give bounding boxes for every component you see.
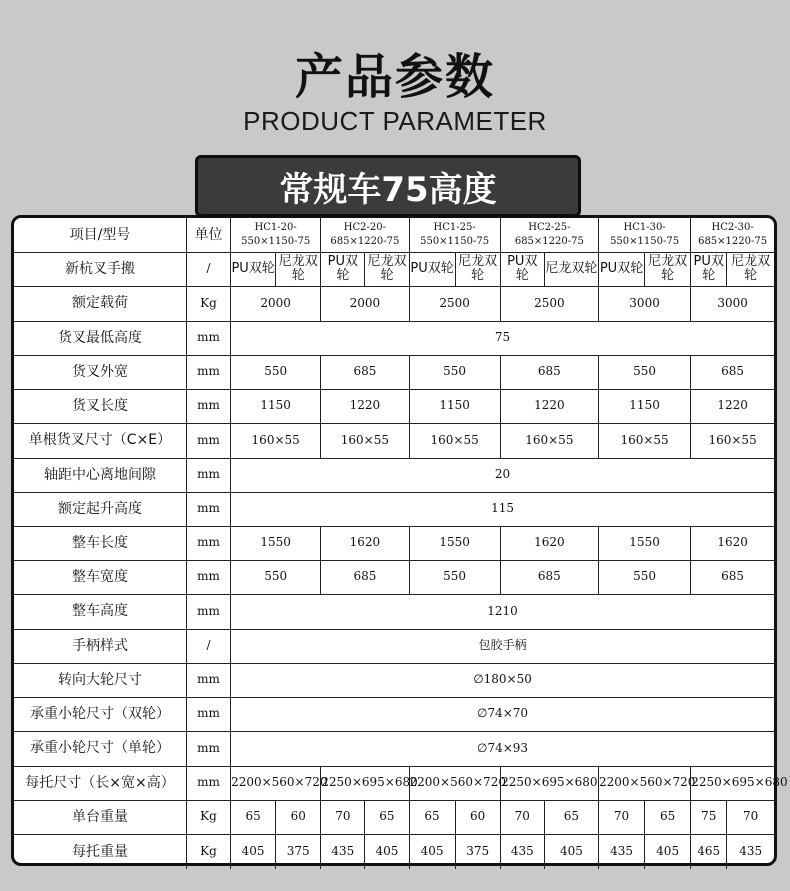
model-header — [231, 218, 321, 252]
row-label: 整车高度 — [14, 594, 186, 629]
value-cell: 包胶手柄 — [231, 629, 774, 663]
value-cell: 1550 — [231, 526, 321, 560]
value-cell: 375 — [276, 834, 321, 869]
value-cell: 2500 — [409, 286, 500, 321]
row-label: 额定载荷 — [14, 286, 186, 321]
value-cell: 75 — [231, 321, 774, 355]
value-cell: 375 — [455, 834, 500, 869]
row-unit: mm — [186, 663, 230, 697]
value-cell: 465 — [691, 834, 727, 869]
value-cell: 405 — [544, 834, 598, 869]
table-row — [14, 766, 774, 800]
model-code: HC1-25- — [433, 222, 476, 234]
value-cell: 685 — [691, 560, 774, 594]
value-cell: 1550 — [409, 526, 500, 560]
row-unit: 单位 — [186, 218, 230, 252]
value-cell: 2500 — [500, 286, 598, 321]
row-label: 承重小轮尺寸（单轮） — [14, 731, 186, 766]
model-code: HC1-30- — [623, 222, 666, 234]
value-cell: 1620 — [691, 526, 774, 560]
value-cell: 2250×695×680 — [500, 766, 598, 800]
model-code: HC2-25- — [528, 222, 571, 234]
value-cell: ∅180×50 — [231, 663, 774, 697]
value-cell: 435 — [321, 834, 365, 869]
row-label: 整车长度 — [14, 526, 186, 560]
model-dimensions: 550×1150-75 — [610, 235, 680, 247]
value-cell: 65 — [365, 800, 409, 834]
row-label: 新杭叉手搬 — [14, 252, 186, 286]
row-unit: Kg — [186, 286, 230, 321]
value-cell: 75 — [691, 800, 727, 834]
table-row — [14, 834, 774, 869]
model-code: HC2-30- — [711, 222, 754, 234]
value-cell: 1550 — [598, 526, 690, 560]
row-unit: mm — [186, 594, 230, 629]
table-row — [14, 731, 774, 766]
value-cell: 1620 — [321, 526, 409, 560]
table-row — [14, 321, 774, 355]
value-cell: 70 — [500, 800, 544, 834]
row-label: 手柄样式 — [14, 629, 186, 663]
parameter-table-body — [14, 218, 788, 869]
row-unit: mm — [186, 355, 230, 389]
value-cell: 160×55 — [691, 423, 774, 458]
row-unit: mm — [186, 458, 230, 492]
value-cell: 115 — [231, 492, 774, 526]
value-cell: PU双轮 — [598, 252, 644, 286]
value-cell: 70 — [727, 800, 774, 834]
row-label: 每托重量 — [14, 834, 186, 869]
row-unit: mm — [186, 731, 230, 766]
table-row — [14, 458, 774, 492]
value-cell: 1220 — [500, 389, 598, 423]
table-row — [14, 218, 774, 252]
table-row — [14, 697, 774, 731]
row-label: 整车宽度 — [14, 560, 186, 594]
value-cell: 2200×560×720 — [409, 766, 500, 800]
row-label: 货叉最低高度 — [14, 321, 186, 355]
value-cell: 550 — [409, 560, 500, 594]
model-code: HC2-20- — [343, 222, 386, 234]
value-cell: 2250×695×680 — [321, 766, 409, 800]
table-row — [14, 286, 774, 321]
row-unit: mm — [186, 560, 230, 594]
value-cell: 3000 — [598, 286, 690, 321]
value-cell: 60 — [276, 800, 321, 834]
table-row — [14, 594, 774, 629]
row-unit: mm — [186, 389, 230, 423]
value-cell: 160×55 — [500, 423, 598, 458]
value-cell: 1150 — [409, 389, 500, 423]
value-cell: 1150 — [598, 389, 690, 423]
table-row — [14, 526, 774, 560]
row-label: 承重小轮尺寸（双轮） — [14, 697, 186, 731]
value-cell: 405 — [365, 834, 409, 869]
table-row — [14, 355, 774, 389]
row-unit: mm — [186, 526, 230, 560]
value-cell: 2200×560×720 — [598, 766, 690, 800]
value-cell: PU双轮 — [321, 252, 365, 286]
value-cell: ∅74×70 — [231, 697, 774, 731]
value-cell: 20 — [231, 458, 774, 492]
value-cell: 2000 — [321, 286, 409, 321]
row-unit: mm — [186, 492, 230, 526]
table-row — [14, 663, 774, 697]
value-cell: 65 — [544, 800, 598, 834]
row-unit: Kg — [186, 800, 230, 834]
model-code: HC1-20- — [254, 222, 297, 234]
table-row — [14, 252, 774, 286]
value-cell: 550 — [409, 355, 500, 389]
value-cell: 685 — [500, 355, 598, 389]
page-subtitle: PRODUCT PARAMETER — [243, 106, 547, 136]
row-label: 货叉长度 — [14, 389, 186, 423]
row-label: 额定起升高度 — [14, 492, 186, 526]
value-cell: 435 — [727, 834, 774, 869]
model-header — [409, 218, 500, 252]
model-dimensions: 550×1150-75 — [241, 235, 311, 247]
value-cell: PU双轮 — [691, 252, 727, 286]
value-cell: 2000 — [231, 286, 321, 321]
row-label: 转向大轮尺寸 — [14, 663, 186, 697]
row-label: 轴距中心离地间隙 — [14, 458, 186, 492]
model-dimensions: 550×1150-75 — [420, 235, 490, 247]
value-cell: PU双轮 — [500, 252, 544, 286]
value-cell: 60 — [455, 800, 500, 834]
value-cell: 2250×695×680 — [691, 766, 774, 800]
page-title: 产品参数 — [294, 49, 495, 105]
row-unit: mm — [186, 766, 230, 800]
value-cell: 65 — [409, 800, 455, 834]
value-cell: 405 — [231, 834, 276, 869]
table-row — [14, 560, 774, 594]
value-cell: 685 — [500, 560, 598, 594]
value-cell: 65 — [645, 800, 691, 834]
row-label: 单根货叉尺寸（C×E） — [14, 423, 186, 458]
value-cell: 1220 — [691, 389, 774, 423]
table-row — [14, 389, 774, 423]
value-cell: 685 — [321, 355, 409, 389]
value-cell: 685 — [321, 560, 409, 594]
row-label: 每托尺寸（长×宽×高） — [14, 766, 186, 800]
value-cell: 405 — [409, 834, 455, 869]
parameter-table-container — [11, 215, 788, 866]
value-cell: 160×55 — [409, 423, 500, 458]
value-cell: PU双轮 — [231, 252, 276, 286]
value-cell: 435 — [598, 834, 644, 869]
parameter-table — [14, 218, 788, 869]
value-cell: 70 — [321, 800, 365, 834]
value-cell: 550 — [598, 355, 690, 389]
model-header — [500, 218, 598, 252]
model-header — [691, 218, 774, 252]
value-cell: 160×55 — [231, 423, 321, 458]
row-unit: / — [186, 252, 230, 286]
value-cell: 3000 — [691, 286, 774, 321]
value-cell: 435 — [500, 834, 544, 869]
model-dimensions: 685×1220-75 — [330, 235, 400, 247]
value-cell: 160×55 — [321, 423, 409, 458]
value-cell: 550 — [231, 560, 321, 594]
row-unit: mm — [186, 423, 230, 458]
value-cell: ∅74×93 — [231, 731, 774, 766]
model-dimensions: 685×1220-75 — [514, 235, 584, 247]
value-cell: 550 — [598, 560, 690, 594]
row-label: 单台重量 — [14, 800, 186, 834]
value-cell: 尼龙双轮 — [276, 252, 321, 286]
table-row — [14, 800, 774, 834]
row-unit: / — [186, 629, 230, 663]
model-header — [321, 218, 409, 252]
section-banner: 常规车75高度 — [195, 155, 581, 217]
row-unit: mm — [186, 697, 230, 731]
table-row — [14, 629, 774, 663]
value-cell: PU双轮 — [409, 252, 455, 286]
value-cell: 685 — [691, 355, 774, 389]
value-cell: 70 — [598, 800, 644, 834]
value-cell: 65 — [231, 800, 276, 834]
value-cell: 1210 — [231, 594, 774, 629]
row-unit: Kg — [186, 834, 230, 869]
value-cell: 2200×560×720 — [231, 766, 321, 800]
value-cell: 尼龙双轮 — [365, 252, 409, 286]
row-label: 货叉外宽 — [14, 355, 186, 389]
table-row — [14, 423, 774, 458]
value-cell: 1620 — [500, 526, 598, 560]
value-cell: 550 — [231, 355, 321, 389]
value-cell: 160×55 — [598, 423, 690, 458]
value-cell: 尼龙双轮 — [455, 252, 500, 286]
row-label: 项目/型号 — [14, 218, 186, 252]
model-dimensions: 685×1220-75 — [698, 235, 768, 247]
model-header — [598, 218, 690, 252]
table-row — [14, 492, 774, 526]
row-unit: mm — [186, 321, 230, 355]
value-cell: 尼龙双轮 — [645, 252, 691, 286]
value-cell: 1150 — [231, 389, 321, 423]
value-cell: 405 — [645, 834, 691, 869]
value-cell: 尼龙双轮 — [727, 252, 774, 286]
value-cell: 尼龙双轮 — [544, 252, 598, 286]
value-cell: 1220 — [321, 389, 409, 423]
